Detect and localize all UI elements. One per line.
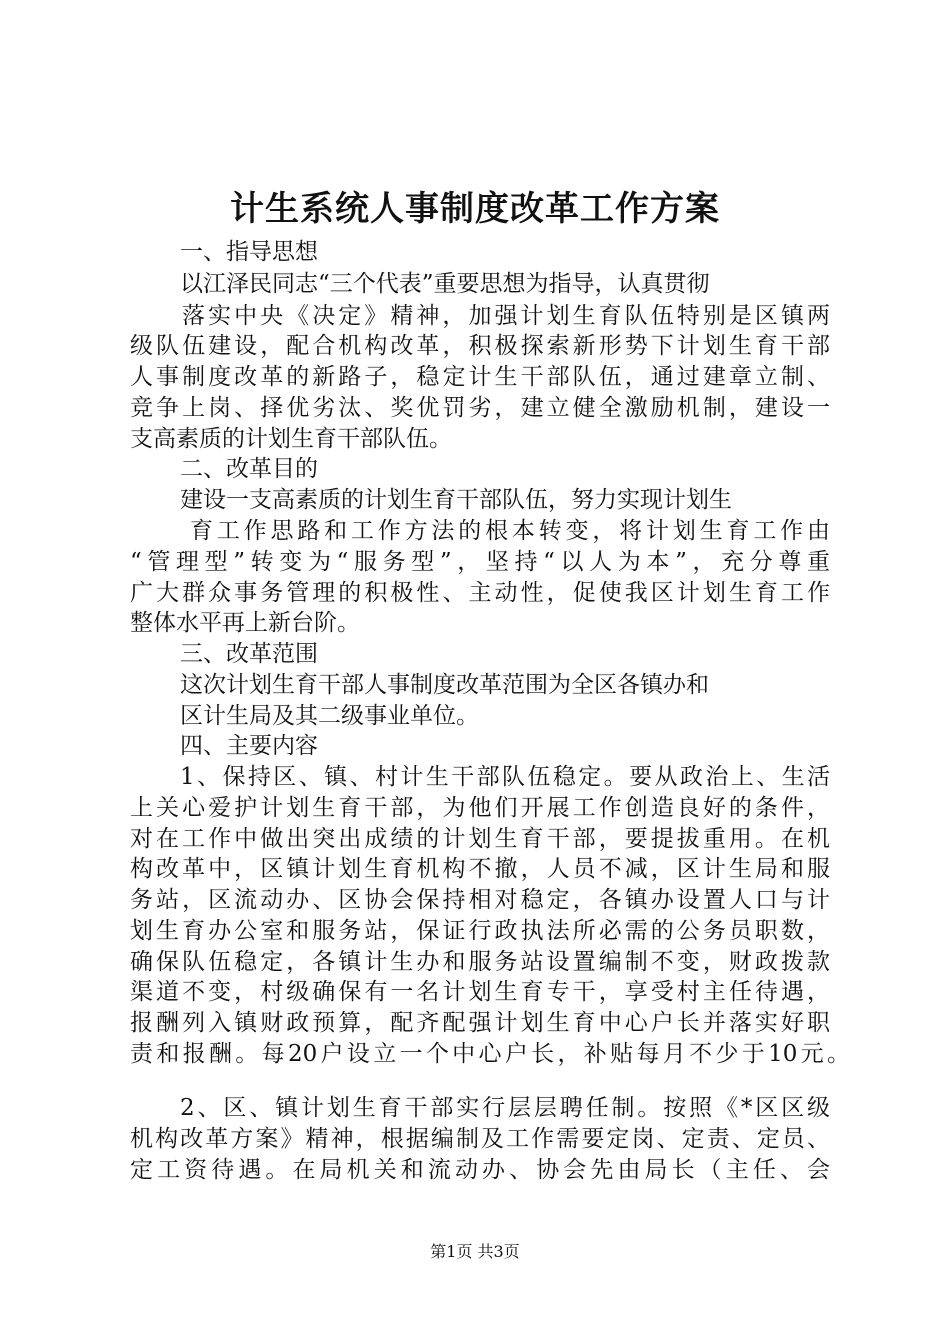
paragraph-line: “管理型”转变为“服务型”，坚持“以人为本”，充分尊重 <box>130 549 830 575</box>
paragraph-line: 这次计划生育干部人事制度改革范围为全区各镇办和 <box>180 672 709 698</box>
paragraph-line: 整体水平再上新台阶。 <box>130 610 360 636</box>
section-heading: 四、主要内容 <box>180 733 318 759</box>
paragraph-line: 2、区、镇计划生育干部实行层层聘任制。按照《*区区级 <box>180 1095 830 1121</box>
page-footer: 第1页 共3页 <box>430 1242 520 1261</box>
paragraph-line: 竞争上岗、择优劣汰、奖优罚劣，建立健全激励机制，建设一 <box>130 395 830 421</box>
paragraph-line: 确保队伍稳定，各镇计生办和服务站设置编制不变，财政拨款 <box>130 949 830 975</box>
paragraph-line: 建设一支高素质的计划生育干部队伍，努力实现计划生 <box>180 487 732 513</box>
paragraph-line: 广大群众事务管理的积极性、主动性，促使我区计划生育工作 <box>130 580 830 606</box>
paragraph-line: 落实中央《决定》精神，加强计划生育队伍特别是区镇两 <box>182 303 830 329</box>
paragraph-line: 定工资待遇。在局机关和流动办、协会先由局长（主任、会 <box>130 1157 830 1183</box>
section-heading: 二、改革目的 <box>180 456 318 482</box>
paragraph-line: 构改革中，区镇计划生育机构不撤，人员不减，区计生局和服 <box>130 856 830 882</box>
paragraph-line: 对在工作中做出突出成绩的计划生育干部，要提拔重用。在机 <box>130 826 830 852</box>
section-heading: 三、改革范围 <box>180 641 318 667</box>
paragraph-line: 机构改革方案》精神，根据编制及工作需要定岗、定责、定员、 <box>130 1126 830 1152</box>
paragraph-line: 报酬列入镇财政预算，配齐配强计划生育中心户长并落实好职 <box>130 1010 830 1036</box>
paragraph-line: 划生育办公室和服务站，保证行政执法所必需的公务员职数， <box>130 918 830 944</box>
paragraph-line: 1、保持区、镇、村计生干部队伍稳定。要从政治上、生活 <box>180 764 830 790</box>
paragraph-line: 人事制度改革的新路子，稳定计生干部队伍，通过建章立制、 <box>130 364 830 390</box>
paragraph-line: 责和报酬。每20户设立一个中心户长，补贴每月不少于10元。 <box>130 1041 850 1067</box>
paragraph-line: 上关心爱护计划生育干部，为他们开展工作创造良好的条件， <box>130 795 830 821</box>
paragraph-line: 级队伍建设，配合机构改革，积极探索新形势下计划生育干部 <box>130 333 830 359</box>
paragraph-line: 支高素质的计划生育干部队伍。 <box>130 426 452 452</box>
paragraph-line: 育工作思路和工作方法的根本转变，将计划生育工作由 <box>190 518 830 544</box>
paragraph-line: 渠道不变，村级确保有一名计划生育专干，享受村主任待遇， <box>130 979 830 1005</box>
paragraph-line: 区计生局及其二级事业单位。 <box>180 703 479 729</box>
paragraph-line: 务站，区流动办、区协会保持相对稳定，各镇办设置人口与计 <box>130 887 830 913</box>
document-title: 计生系统人事制度改革工作方案 <box>230 189 720 229</box>
section-heading: 一、指导思想 <box>180 239 318 265</box>
paragraph-line: 以江泽民同志“三个代表”重要思想为指导，认真贯彻 <box>180 271 710 297</box>
